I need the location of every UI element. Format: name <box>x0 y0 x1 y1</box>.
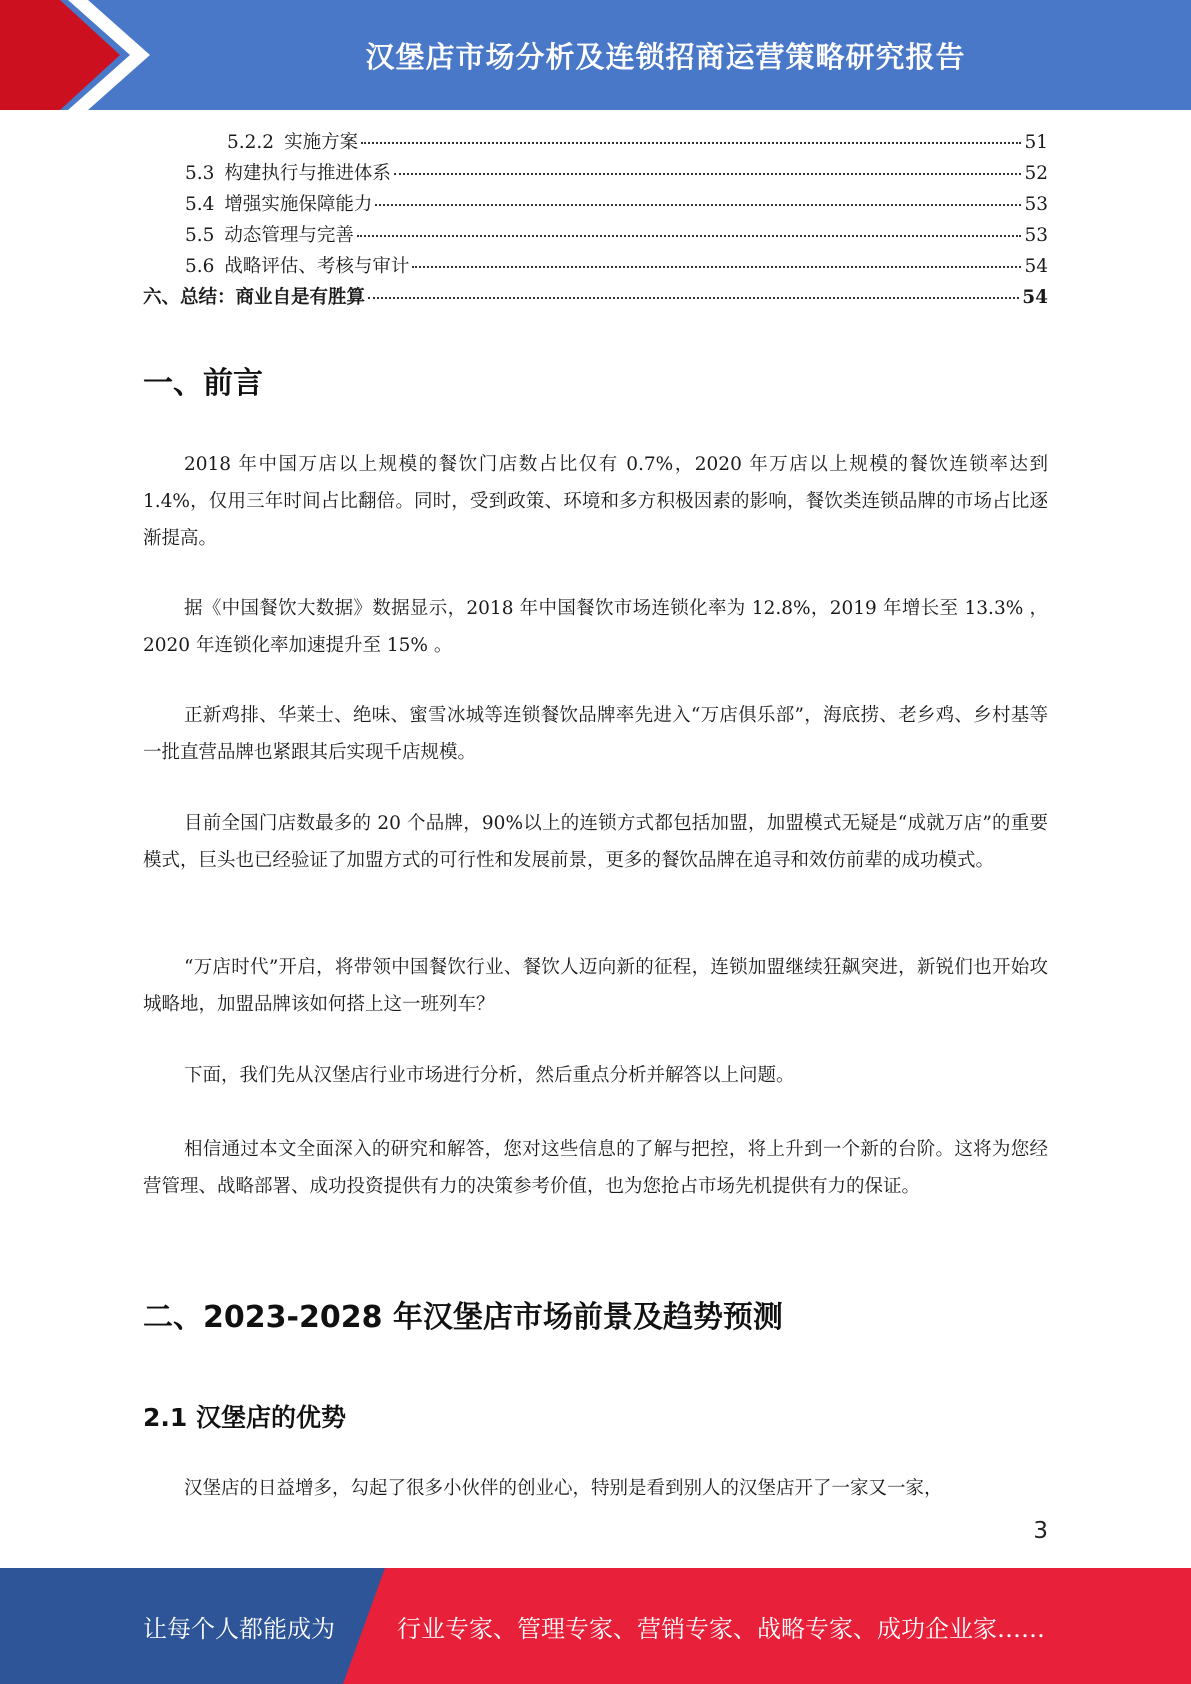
toc-leader-dots <box>361 142 1021 144</box>
toc-entry[interactable] <box>143 159 1048 190</box>
toc-entry-number: 5.3 <box>185 163 215 184</box>
page-number: 3 <box>1033 1518 1048 1544</box>
toc-entry-title: 构建执行与推进体系 <box>224 163 391 184</box>
toc-entry[interactable] <box>143 283 1048 314</box>
paragraph: “万店时代”开启，将带领中国餐饮行业、餐饮人迈向新的征程，连锁加盟继续狂飙突进，新锐们也开始攻城略地，加盟品牌该如何搭上这一班列车？ <box>143 957 1048 1015</box>
paragraph: 相信通过本文全面深入的研究和解答，您对这些信息的了解与把控，将上升到一个新的台阶。这将为您经营管理、战略部署、成功投资提供有力的决策参考价值，也为您抢占市场先机提供有力的保证。 <box>143 1139 1048 1197</box>
paragraph: 2018 年中国万店以上规模的餐饮门店数占比仅有 0.7%，2020 年万店以上规模的餐饮连锁率达到 1.4%，仅用三年时间占比翻倍。同时，受到政策、环境和多方积极因素的影响，餐饮类连锁品牌的市场占比逐渐提高。 <box>143 454 1048 549</box>
toc-leader-dots <box>412 266 1021 268</box>
paragraph: 汉堡店的日益增多，勾起了很多小伙伴的创业心，特别是看到别人的汉堡店开了一家又一家， <box>184 1478 943 1499</box>
toc-entry-number: 5.4 <box>185 194 215 215</box>
toc-entry[interactable] <box>143 190 1048 221</box>
toc-entry-title: 六、总结：商业自是有胜算 <box>143 287 366 308</box>
toc-entry-page: 53 <box>1024 194 1048 215</box>
footer-slogan-left: 让每个人都能成为 <box>143 1614 335 1643</box>
toc-entry-page: 54 <box>1022 287 1048 308</box>
toc-entry-title: 战略评估、考核与审计 <box>224 256 410 277</box>
toc-leader-dots <box>368 297 1019 299</box>
page-footer <box>0 1568 1191 1684</box>
section-heading-forecast: 二、2023-2028 年汉堡店市场前景及趋势预测 <box>143 1300 783 1335</box>
toc-entry[interactable] <box>143 221 1048 252</box>
page-header <box>0 0 1191 110</box>
paragraph: 正新鸡排、华莱士、绝味、蜜雪冰城等连锁餐饮品牌率先进入“万店俱乐部”，海底捞、老乡鸡、乡村基等一批直营品牌也紧跟其后实现千店规模。 <box>143 705 1048 763</box>
toc-entry-number: 5.6 <box>185 256 215 277</box>
toc-leader-dots <box>394 173 1022 175</box>
toc-entry[interactable] <box>143 128 1048 159</box>
paragraph: 据《中国餐饮大数据》数据显示，2018 年中国餐饮市场连锁化率为 12.8%，2019 年增长至 13.3% ，2020 年连锁化率加速提升至 15% 。 <box>143 598 1048 656</box>
toc-entry-page: 54 <box>1024 256 1048 277</box>
toc-entry-page: 52 <box>1024 163 1048 184</box>
paragraph: 目前全国门店数最多的 20 个品牌，90%以上的连锁方式都包括加盟，加盟模式无疑是“成就万店”的重要模式，巨头也已经验证了加盟方式的可行性和发展前景，更多的餐饮品牌在追寻和效仿前辈的成功模式。 <box>143 813 1048 871</box>
toc-entry-page: 51 <box>1024 132 1048 153</box>
subsection-heading: 2.1 汉堡店的优势 <box>143 1403 346 1432</box>
toc-leader-dots <box>357 235 1022 237</box>
footer-slogan-right: 行业专家、管理专家、营销专家、战略专家、成功企业家…… <box>397 1614 1045 1643</box>
toc-entry-title: 动态管理与完善 <box>224 225 354 246</box>
toc-entry-number: 5.5 <box>185 225 215 246</box>
toc-entry-number: 5.2.2 <box>227 132 275 153</box>
toc-entry-title: 实施方案 <box>284 132 359 153</box>
toc-entry-page: 53 <box>1024 225 1048 246</box>
table-of-contents <box>143 128 1048 314</box>
toc-entry-title: 增强实施保障能力 <box>224 194 373 215</box>
toc-leader-dots <box>375 204 1021 206</box>
section-heading-preface: 一、前言 <box>143 366 263 401</box>
header-title: 汉堡店市场分析及连锁招商运营策略研究报告 <box>365 39 966 74</box>
paragraph: 下面，我们先从汉堡店行业市场进行分析，然后重点分析并解答以上问题。 <box>184 1065 795 1086</box>
toc-entry[interactable] <box>143 252 1048 283</box>
